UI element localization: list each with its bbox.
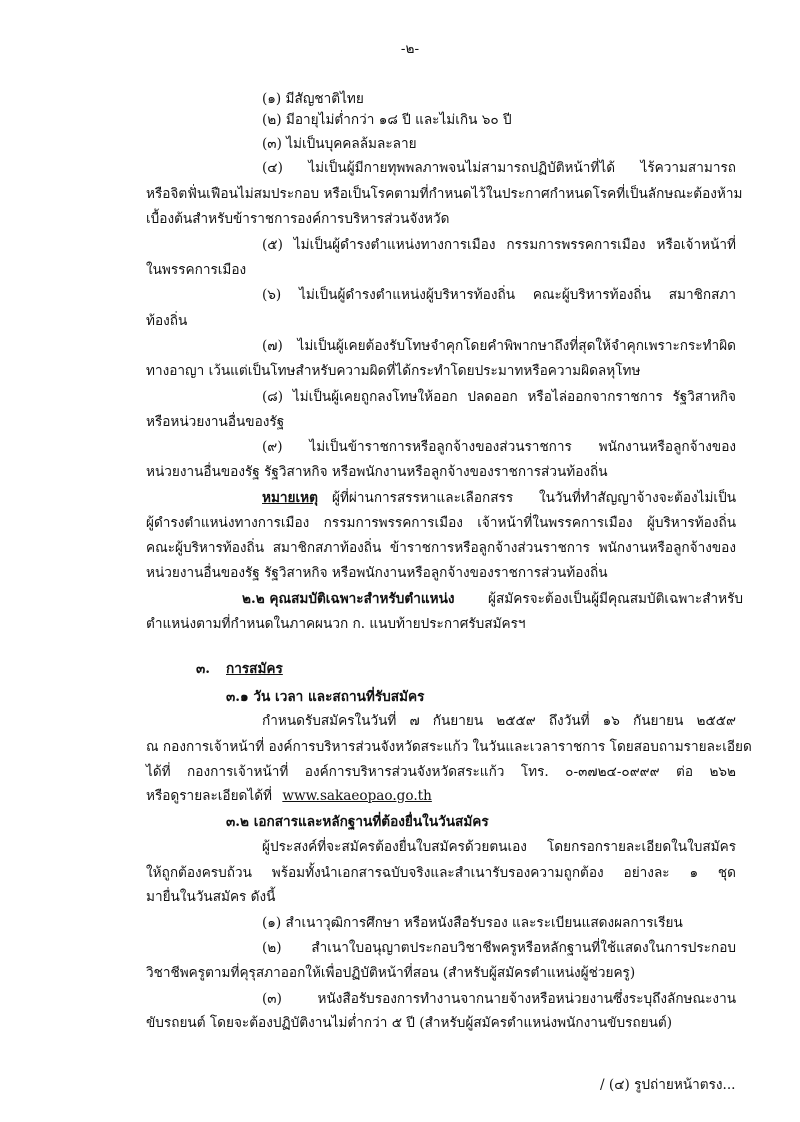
qualification-9-line2: หน่วยงานอื่นของรัฐ รัฐวิสาหกิจ หรือพนักงานหรือลูกจ้างของราชการส่วนท้องถิ่น (146, 464, 608, 480)
qualification-4-line2: หรือจิตฟั่นเฟือนไม่สมประกอบ หรือเป็นโรคตามที่กำหนดไว้ในประกาศกำหนดโรคที่เป็นลักษณะต้องห้าม (146, 186, 743, 202)
remark-line3: คณะผู้บริหารท้องถิ่น สมาชิกสภาท้องถิ่น ข้าราชการหรือลูกจ้างส่วนราชการ พนักงานหรือลูกจ้างของ (146, 540, 736, 556)
section-3-1-line3: ได้ที่ กองการเจ้าหน้าที่ องค์การบริหารส่วนจังหวัดสระแก้ว โทร. ๐-๓๗๒๔-๐๙๙๙ ต่อ ๒๖๒ (146, 764, 736, 780)
qualification-8-line1: (๘) ไม่เป็นผู้เคยถูกลงโทษให้ออก ปลดออก หรือไล่ออกจากราชการ รัฐวิสาหกิจ (262, 389, 736, 405)
section-3-2-heading: ๓.๒ เอกสารและหลักฐานที่ต้องยื่นในวันสมัคร (226, 814, 489, 830)
document-3-line2: ขับรถยนต์ โดยจะต้องปฏิบัติงานไม่ต่ำกว่า ๕ ปี (สำหรับผู้สมัครตำแหน่งพนักงานขับรถยนต์) (146, 1015, 673, 1031)
qualification-8-line2: หรือหน่วยงานอื่นของรัฐ (146, 414, 285, 430)
section-2-2-line2: ตำแหน่งตามที่กำหนดในภาคผนวก ก. แนบท้ายประกาศรับสมัครฯ (146, 616, 526, 632)
section-2-2-heading: ๒.๒ คุณสมบัติเฉพาะสำหรับตำแหน่ง (242, 591, 455, 607)
website-link[interactable]: www.sakaeopao.go.th (282, 788, 432, 804)
section-3-number: ๓. (196, 661, 211, 677)
remark-line2: ผู้ดำรงตำแหน่งทางการเมือง กรรมการพรรคการเมือง เจ้าหน้าที่ในพรรคการเมือง ผู้บริหารท้องถิ่น (146, 515, 736, 531)
qualification-2: (๒) มีอายุไม่ต่ำกว่า ๑๘ ปี และไม่เกิน ๖๐ ปี (262, 112, 512, 128)
section-3-1-line1: กำหนดรับสมัครในวันที่ ๗ กันยายน ๒๕๕๙ ถึงวันที่ ๑๖ กันยายน ๒๕๕๙ (262, 713, 736, 729)
qualification-7-line1: (๗) ไม่เป็นผู้เคยต้องรับโทษจำคุกโดยคำพิพากษาถึงที่สุดให้จำคุกเพราะกระทำผิด (262, 338, 736, 354)
document-1: (๑) สำเนาวุฒิการศึกษา หรือหนังสือรับรอง และระเบียนแสดงผลการเรียน (262, 915, 683, 931)
document-2-line2: วิชาชีพครูตามที่คุรุสภาออกให้เพื่อปฏิบัติหน้าที่สอน (สำหรับผู้สมัครตำแหน่งผู้ช่วยครู) (146, 965, 636, 981)
qualification-5-line1: (๕) ไม่เป็นผู้ดำรงตำแหน่งทางการเมือง กรรมการพรรคการเมือง หรือเจ้าหน้าที่ (262, 237, 736, 253)
section-3-1-line4-prefix: หรือดูรายละเอียดได้ที่ (146, 788, 273, 804)
qualification-6-line1: (๖) ไม่เป็นผู้ดำรงตำแหน่งผู้บริหารท้องถิ่น คณะผู้บริหารท้องถิ่น สมาชิกสภา (262, 287, 736, 303)
qualification-7-line2: ทางอาญา เว้นแต่เป็นโทษสำหรับความผิดที่ได้กระทำโดยประมาทหรือความผิดลหุโทษ (146, 363, 641, 379)
qualification-4-line1: (๔) ไม่เป็นผู้มีกายทุพพลภาพจนไม่สามารถปฏิบัติหน้าที่ได้ ไร้ความสามารถ (262, 160, 736, 176)
document-3-line1: (๓) หนังสือรับรองการทำงานจากนายจ้างหรือหน่วยงานซึ่งระบุถึงลักษณะงาน (262, 991, 736, 1007)
section-3-1-line4 (146, 787, 432, 805)
section-2-2-line1: ผู้สมัครจะต้องเป็นผู้มีคุณสมบัติเฉพาะสำหรับ (488, 591, 744, 607)
section-3-2-line2: ให้ถูกต้องครบถ้วน พร้อมทั้งนำเอกสารฉบับจริงและสำเนารับรองความถูกต้อง อย่างละ ๑ ชุด (146, 865, 736, 881)
section-3-2-line3: มายื่นในวันสมัคร ดังนี้ (146, 889, 276, 905)
remark-line4: หน่วยงานอื่นของรัฐ รัฐวิสาหกิจ หรือพนักงานหรือลูกจ้างของราชการส่วนท้องถิ่น (146, 565, 608, 581)
qualification-3: (๓) ไม่เป็นบุคคลล้มละลาย (262, 136, 417, 152)
qualification-1: (๑) มีสัญชาติไทย (262, 91, 364, 107)
page-number: -๒- (400, 41, 420, 57)
section-3-1-heading: ๓.๑ วัน เวลา และสถานที่รับสมัคร (226, 689, 425, 705)
next-page-catchword: / (๔) รูปถ่ายหน้าตรง... (600, 1077, 736, 1093)
qualification-4-line3: เบื้องต้นสำหรับข้าราชการองค์การบริหารส่วนจังหวัด (146, 211, 450, 227)
qualification-5-line2: ในพรรคการเมือง (146, 262, 247, 278)
qualification-9-line1: (๙) ไม่เป็นข้าราชการหรือลูกจ้างของส่วนราชการ พนักงานหรือลูกจ้างของ (262, 439, 736, 455)
document-2-line1: (๒) สำเนาใบอนุญาตประกอบวิชาชีพครูหรือหลักฐานที่ใช้แสดงในการประกอบ (262, 940, 736, 956)
section-3-1-line2: ณ กองการเจ้าหน้าที่ องค์การบริหารส่วนจังหวัดสระแก้ว ในวันและเวลาราชการ โดยสอบถามรายละเอียด (146, 739, 752, 755)
section-3-2-line1: ผู้ประสงค์ที่จะสมัครต้องยื่นใบสมัครด้วยตนเอง โดยกรอกรายละเอียดในใบสมัคร (262, 839, 736, 855)
qualification-6-line2: ท้องถิ่น (146, 313, 188, 329)
section-3-heading: การสมัคร (226, 661, 283, 677)
remark-label: หมายเหตุ (262, 490, 318, 506)
remark-line1: ผู้ที่ผ่านการสรรหาและเลือกสรร ในวันที่ทำสัญญาจ้างจะต้องไม่เป็น (332, 490, 736, 506)
